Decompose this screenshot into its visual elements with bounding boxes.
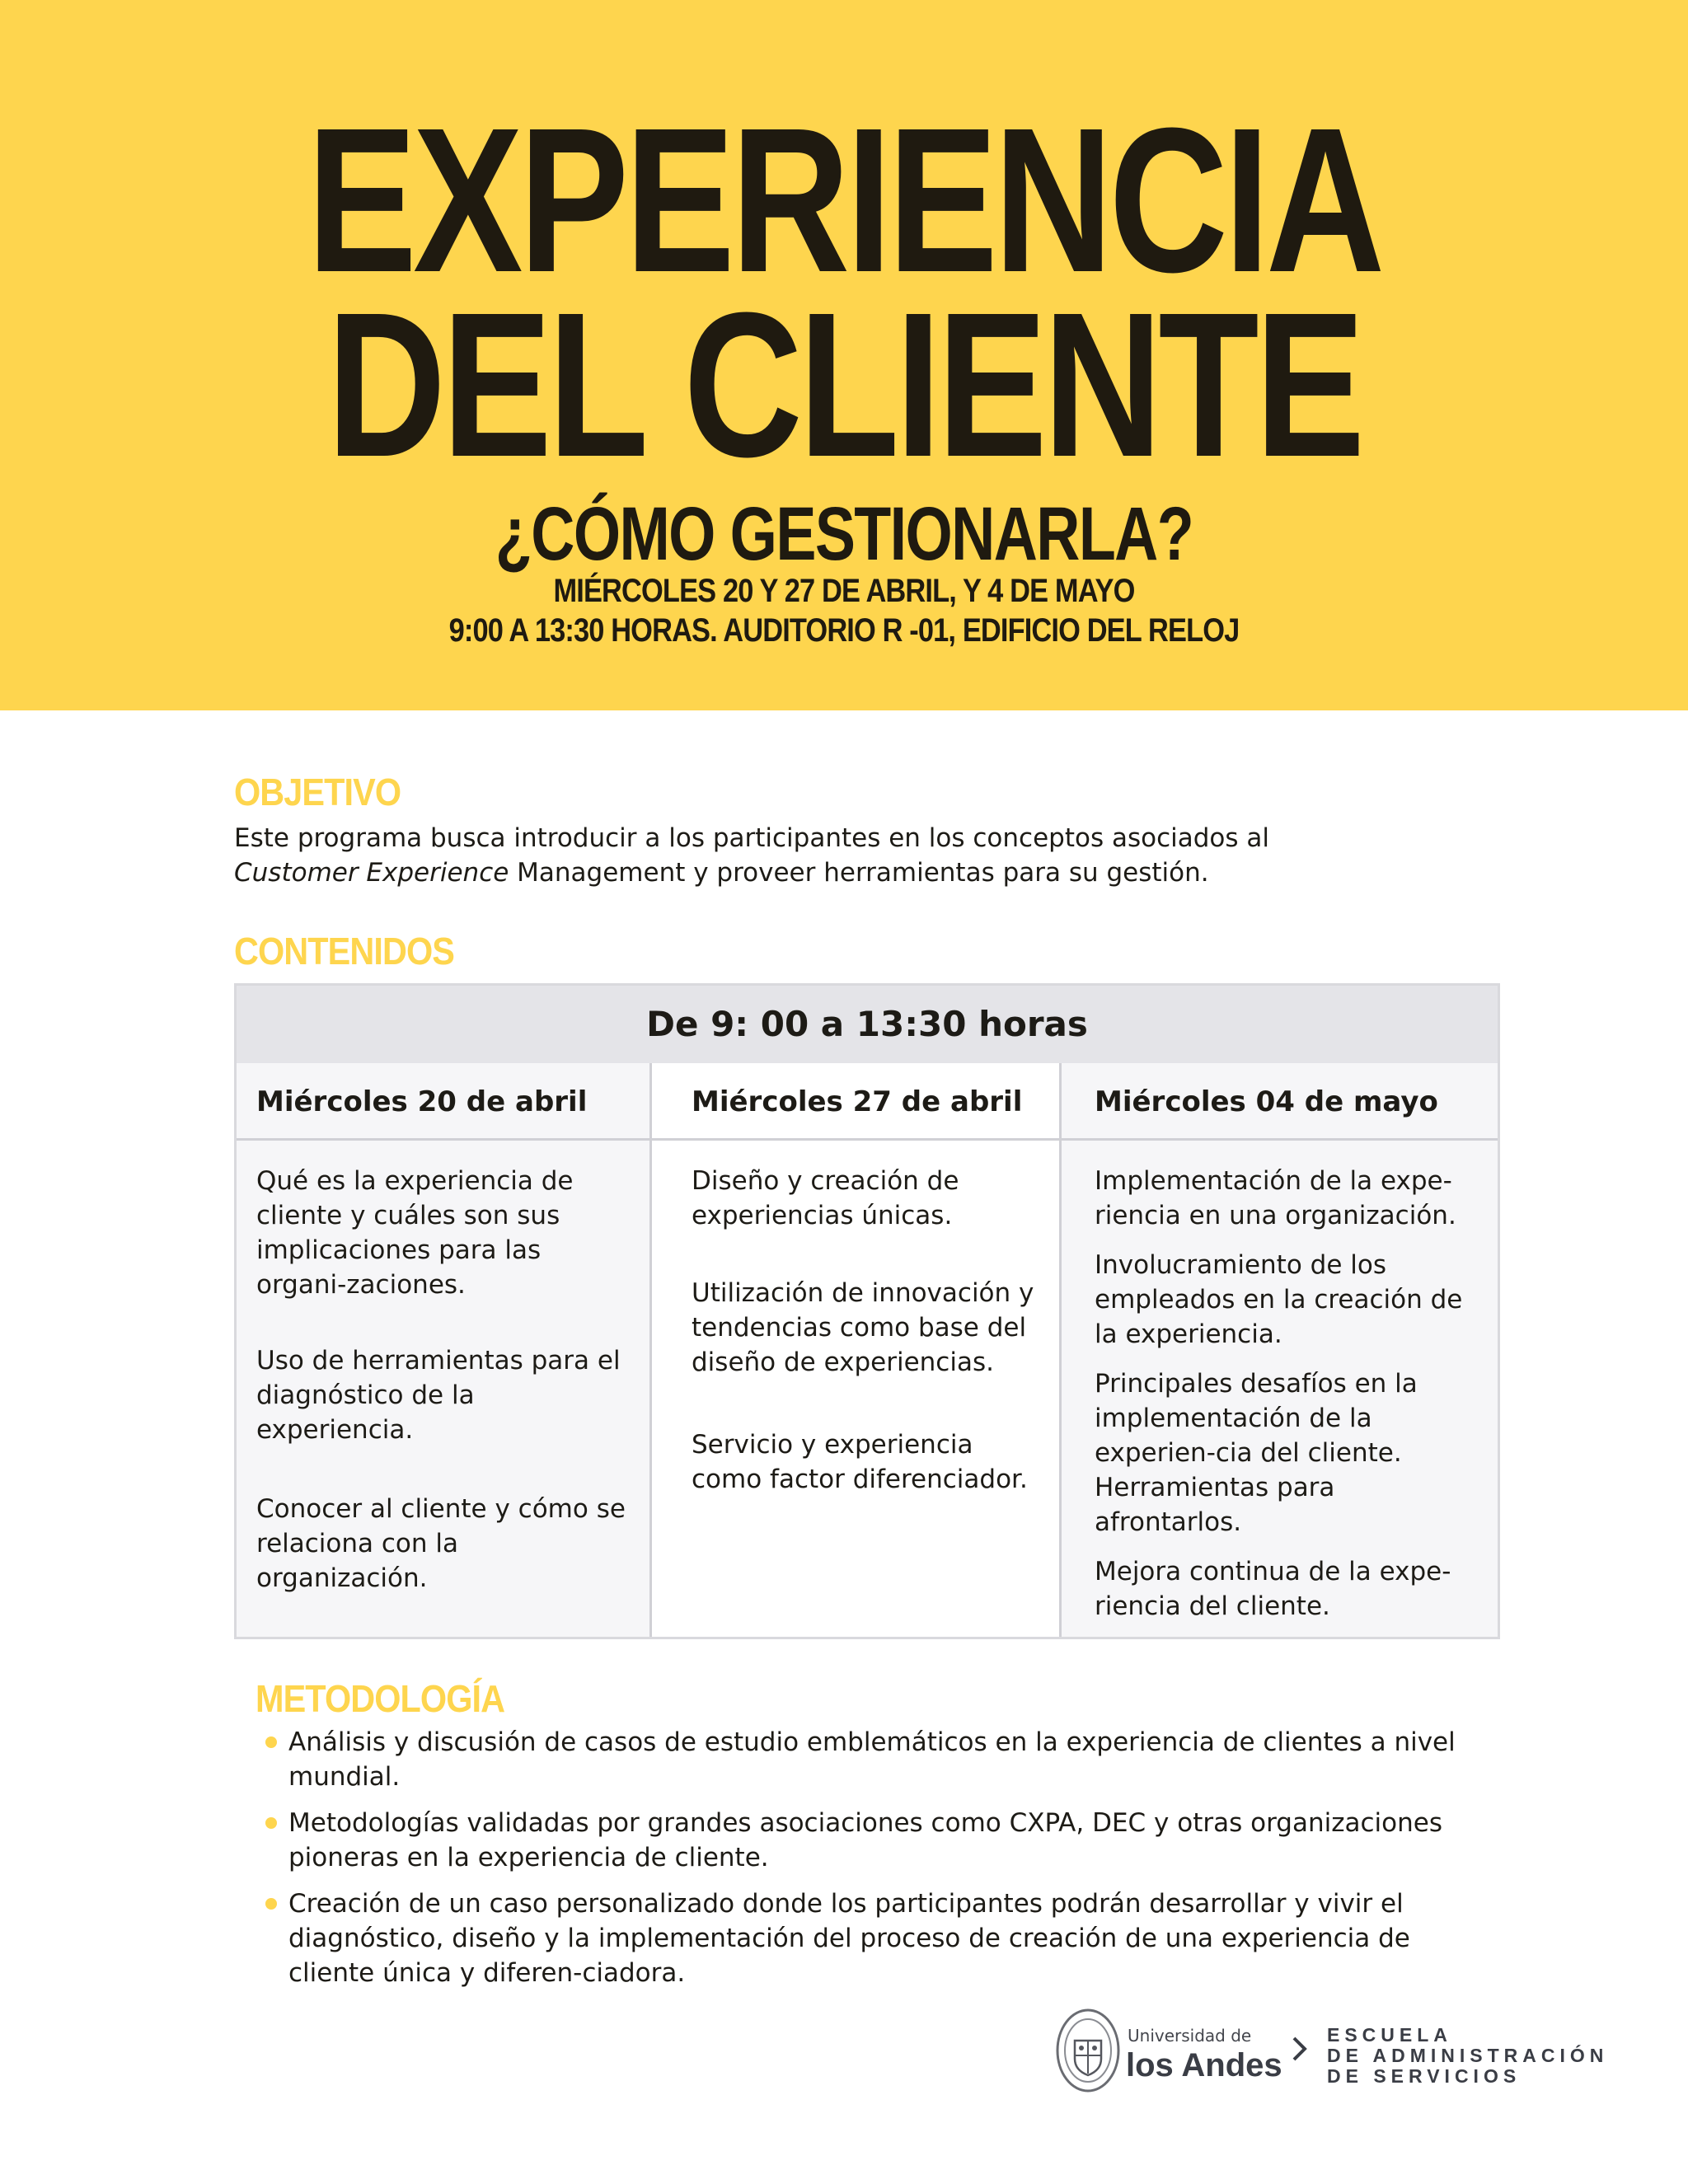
school-name: ESCUELA DE ADMINISTRACIÓN DE SERVICIOS (1327, 2024, 1609, 2087)
metodologia-list (265, 1725, 1502, 1990)
bullet-icon (265, 1898, 277, 1910)
objetivo-italic: Customer Experience (234, 858, 509, 888)
event-dates: MIÉRCOLES 20 Y 27 DE ABRIL, Y 4 DE MAYO (553, 573, 1135, 609)
contenidos-heading: CONTENIDOS (234, 930, 455, 972)
column-day-3 (1062, 1063, 1498, 1637)
column-header: Miércoles 27 de abril (652, 1063, 1059, 1141)
contenidos-table (234, 983, 1500, 1639)
column-day-2 (652, 1063, 1062, 1637)
list-item: Involucramiento de los empleados en la creación de la experiencia. (1095, 1250, 1463, 1349)
bullet-icon (265, 1736, 277, 1748)
objetivo-heading: OBJETIVO (234, 771, 401, 813)
chevron-right-icon (1291, 2036, 1309, 2062)
list-item: Diseño y creación de experiencias únicas. (692, 1166, 959, 1230)
column-header: Miércoles 04 de mayo (1062, 1063, 1498, 1141)
table-header: De 9: 00 a 13:30 horas (237, 986, 1498, 1066)
column-day-1 (237, 1063, 652, 1637)
event-venue: 9:00 A 13:30 HORAS. AUDITORIO R -01, EDIFICIO DEL RELOJ (448, 612, 1240, 649)
objetivo-text: Este programa busca introducir a los participantes en los conceptos asociados al Customer Experience Management y proveer herramientas para su gestión. (234, 823, 1269, 888)
list-item: Implementación de la expe-riencia en una organización. (1095, 1166, 1456, 1230)
university-name: los Andes (1126, 2047, 1282, 2083)
list-item: Mejora continua de la expe-riencia del cliente. (1095, 1557, 1451, 1621)
list-item: Creación de un caso personalizado donde los participantes podrán desarrollar y vivir el diagnóstico, diseño y la implementación del proceso de creación de una experiencia de cliente única y diferen-ciadora. (265, 1886, 1502, 1990)
metodologia-heading: METODOLOGÍA (256, 1677, 505, 1720)
list-item: Servicio y experiencia como factor diferenciador. (692, 1430, 1028, 1494)
list-item: Qué es la experiencia de cliente y cuáles son sus implicaciones para las organi-zaciones. (256, 1166, 574, 1300)
list-item: Conocer al cliente y cómo se relaciona con la organización. (256, 1494, 626, 1593)
subtitle: ¿CÓMO GESTIONARLA? (495, 492, 1193, 576)
list-item: Metodologías validadas por grandes asociaciones como CXPA, DEC y otras organizaciones pioneras en la experiencia de cliente. (265, 1806, 1502, 1875)
university-seal-icon (1055, 2008, 1121, 2093)
column-header: Miércoles 20 de abril (237, 1063, 649, 1141)
list-item: Uso de herramientas para el diagnóstico de la experiencia. (256, 1346, 621, 1445)
list-item: Principales desafíos en la implementación de la experien-cia del cliente. Herramientas para afrontarlos. (1095, 1369, 1418, 1537)
bullet-icon (265, 1817, 277, 1829)
list-item: Utilización de innovación y tendencias como base del diseño de experiencias. (692, 1278, 1034, 1377)
title-line-1: EXPERIENCIA (307, 85, 1381, 315)
hero-banner (0, 0, 1688, 710)
title-line-2: DEL CLIENTE (326, 269, 1362, 499)
university-name-small: Universidad de (1128, 2026, 1252, 2046)
list-item: Análisis y discusión de casos de estudio emblemáticos en la experiencia de clientes a nivel mundial. (265, 1725, 1502, 1794)
